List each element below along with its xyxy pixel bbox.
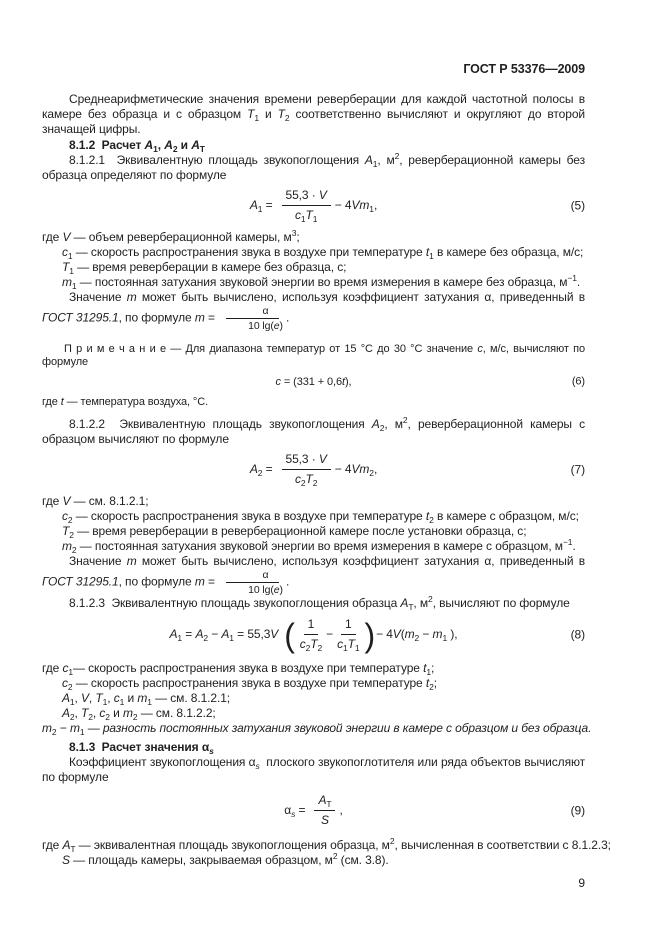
page-number: 9 [578,876,585,890]
formula-8-number: (8) [570,627,585,641]
minus-sign: − [326,627,334,641]
document-code: ГОСТ Р 53376—2009 [463,62,585,76]
paragraph-alpha-s: Коэффициент звукопоглощения $\alpha_s$ плоского звукопоглотителя или ряда объектов вычисляют по формуле [42,755,585,784]
fraction-numerator: 1 [304,617,319,635]
formula-5-rhs: − $4Vm_1$, [334,198,378,214]
formula-5 [42,188,585,223]
fraction-denominator: $c_2T_2$ [294,472,318,488]
note-where-t: где t — температура воздуха, °С. [42,396,209,408]
fraction-numerator: 55,3 · V [282,452,331,470]
definition-line: $A_2$, $T_2$, $c_2$ и $m_2$ — см. 8.1.2.2; [62,706,216,722]
fraction-denominator: 10 lg(e) [248,320,283,332]
formula-6-body: с = (331 + 0,6t), [275,375,352,388]
formula-7 [42,452,585,487]
fraction-denominator: $c_2T_2$ [299,637,323,653]
definition-line: $c_2$ — скорость распространения звука в воздухе при температуре $t_2$; [62,676,437,692]
formula-7-fraction [282,452,331,487]
formula-9-body [284,793,342,828]
formula-7-rhs: − $4Vm_2$, [334,462,378,478]
fraction-numerator: α [226,569,279,583]
formula-9-rhs: , [339,803,343,817]
page-content [42,0,611,891]
formula-7-body [250,452,377,487]
inline-fraction-m [221,305,283,332]
formula-5-lhs: $A_1$ = [249,198,273,214]
formula-9 [42,793,585,828]
paragraph-m-value-2 [42,554,585,596]
paragraph-8-1-2-2: 8.1.2.2 Эквивалентную площадь звукопоглощения $A_2$, $м^2$, реверберационной камеры с образцом вычисляют по формуле [42,415,585,446]
definition-line: $c_1$ — скорость распространения звука в воздухе при температуре $t_1$ в камере без образца, м/с; [62,245,584,261]
formula-9-fraction [314,793,335,828]
definition-line: где V — объем реверберационной камеры, $м^3$; [42,228,300,244]
paragraph-8-1-2-3: 8.1.2.3 Эквивалентную площадь звукопоглощения образца $A_T$, $м^2$, вычисляют по формуле [69,594,570,612]
m-text-end: . [285,574,290,589]
formula-8-body [170,617,458,652]
fraction-denominator: S [321,813,329,827]
definition-line: $T_2$ — время реверберации в реверберационной камере после установки образца, с; [62,524,527,540]
formula-5-body [250,188,377,223]
paragraph-m-value-1 [42,290,585,332]
formula-9-lhs: $\alpha_s$ = [284,803,306,819]
heading-8-1-2: 8.1.2 Расчет $A_1$, $A_2$ и $A_T$ [69,138,205,154]
fraction-denominator: $c_1T_1$ [337,637,360,653]
formula-7-lhs: $A_2$ = [249,462,273,478]
m-text-end: . [285,310,290,325]
formula-9-number: (9) [570,803,585,817]
fraction-numerator: 1 [341,617,356,635]
formula-8-lhs: $A_1 = A_2 - A_1 = 55,3V$ [169,627,279,643]
close-paren: ) [364,615,376,654]
definition-line: $T_1$ — время реверберации в камере без образца, с; [62,260,347,276]
definition-line: $m_2$ — постоянная затухания звуковой энергии во время измерения в камере с образцом, $м^{-1}$. [62,537,576,555]
paragraph-8-1-2-1: 8.1.2.1 Эквивалентную площадь звукопоглощения $A_1$, $м^2$, реверберационной камеры без образца определяют по формуле [42,151,586,182]
fraction-numerator: $A_T$ [314,793,335,811]
inline-fraction-m [221,569,283,596]
open-paren: ( [284,615,295,654]
formula-5-number: (5) [570,198,585,212]
m-text: Значение m может быть вычислено, используя коэффициент затухания α, приведенный в ГОСТ 31295.1, по формуле m = [42,554,585,589]
formula-6 [42,374,585,390]
formula-5-fraction [282,188,331,223]
heading-8-1-3: 8.1.3 Расчет значения $\alpha_s$ [69,740,214,756]
formula-7-number: (7) [570,462,585,476]
definition-line: где $c_1—$ скорость распространения звука в воздухе при температуре $t_1$; [42,661,435,677]
note-temperature: П р и м е ч а н и е — Для диапазона температур от 15 °С до 30 °С значение с, м/с, вычисляют по формуле [42,343,585,368]
formula-8-rhs: − $4V(m_2 - m_1$ ), [376,627,458,643]
formula-8 [42,617,585,652]
definition-line: где $A_T$ — эквивалентная площадь звукопоглощения образца, $м^2$, вычисленная в соответствии с 8.1.2.3; [42,836,611,854]
formula-8-fraction-2 [337,617,359,652]
formula-6-number: (6) [571,375,585,388]
definition-line: где V — см. 8.1.2.1; [42,494,149,508]
formula-8-fraction-1 [300,617,322,652]
definition-line: $c_2$ — скорость распространения звука в воздухе при температуре $t_2$ в камере с образцом, м/с; [62,509,579,525]
definition-line: $A_1$, V, $T_1$, $c_1$ и $m_1$ — см. 8.1.2.1; [62,691,231,707]
fraction-numerator: 55,3 · V [282,188,331,206]
fraction-numerator: α [226,305,279,319]
paragraph-reverb-average: Среднеарифметические значения времени реверберации для каждой частотной полосы в камере без образца и с образцом $T_1$ и $T_2$ соответственно вычисляют и округляют до второй значащей цифры. [42,92,586,136]
fraction-denominator: 10 lg(e) [248,584,283,596]
fraction-denominator: $c_1T_1$ [294,208,318,224]
definition-line: $m_2 - m_1$ — разность постоянных затухания звуковой энергии в камере с образцом и без образца. [42,721,592,737]
definition-line: $m_1$ — постоянная затухания звуковой энергии во время измерения в камере без образца, $м^{-1}$. [62,273,581,291]
m-text: Значение m может быть вычислено, используя коэффициент затухания α, приведенный в ГОСТ 31295.1, по формуле m = [42,290,585,325]
definition-line: S — площадь камеры, закрываемая образцом, $м^2$ (см. 3.8). [62,851,389,867]
